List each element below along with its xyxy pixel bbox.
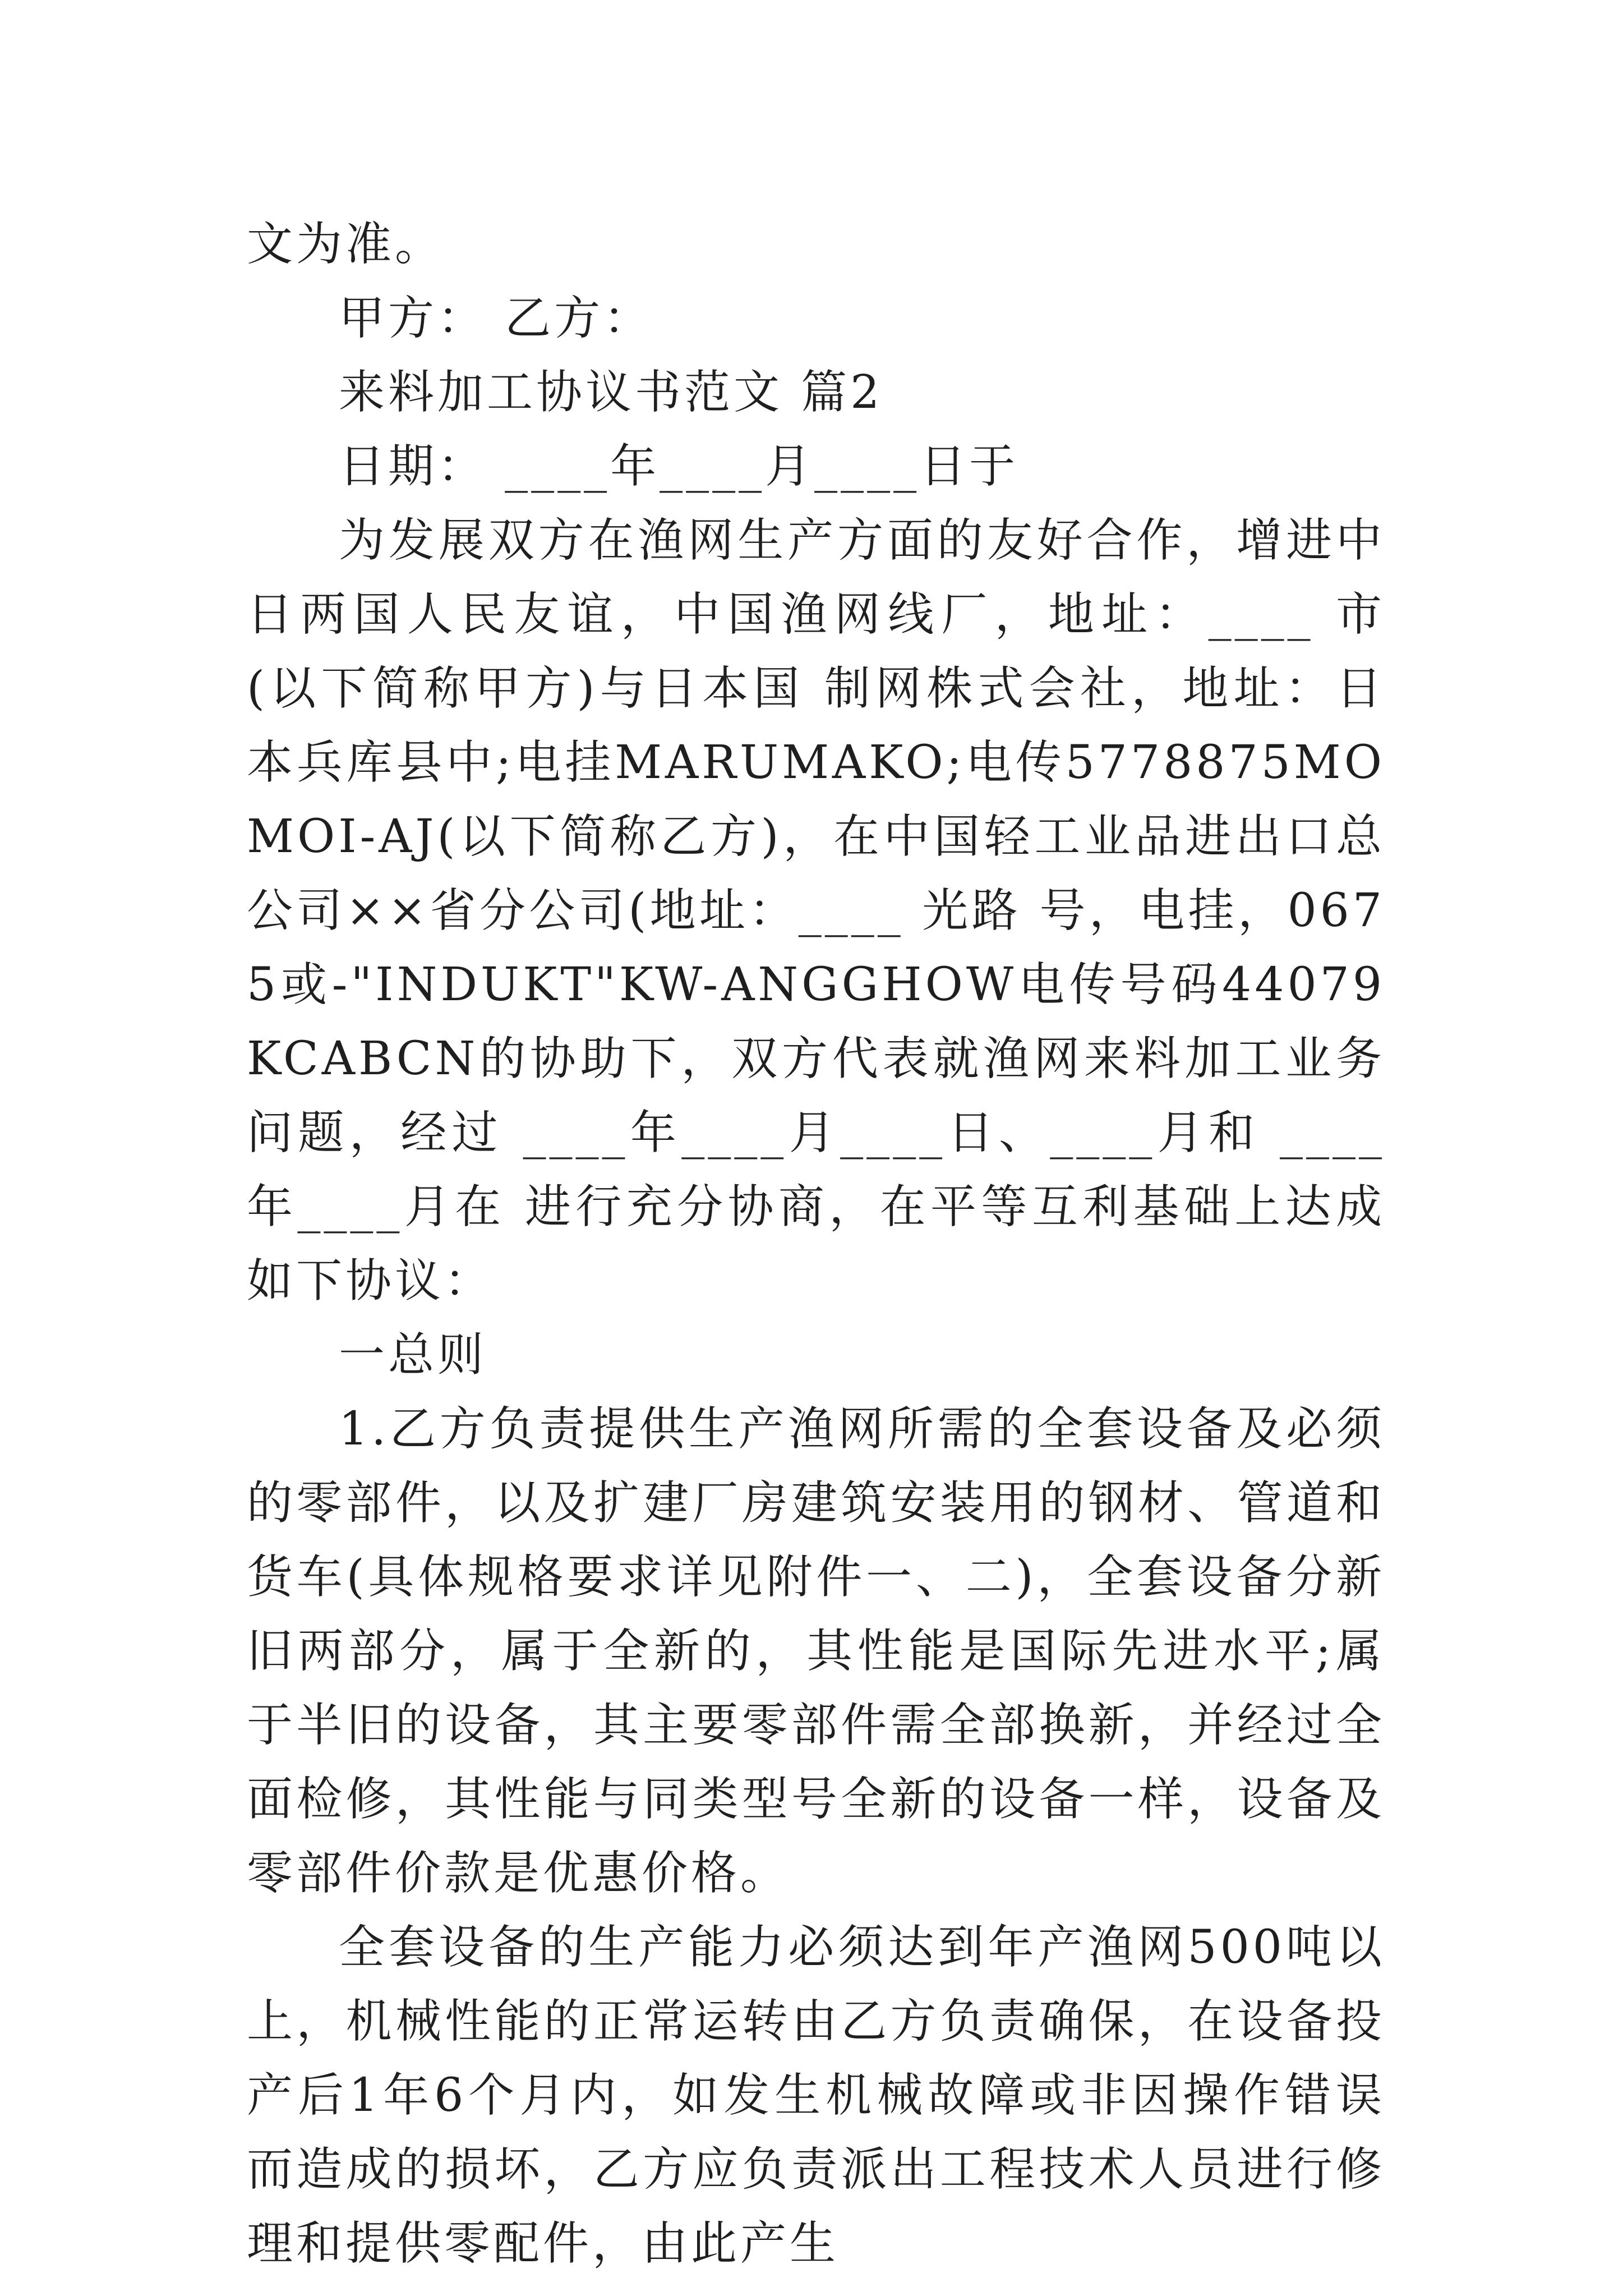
paragraph-date: 日期： ____年____月____日于 (339, 440, 1019, 493)
document-body (247, 208, 1385, 2281)
paragraph-continuation: 文为准。 (247, 218, 445, 271)
paragraph-capacity: 全套设备的生产能力必须达到年产渔网500吨以上，机械性能的正常运转由乙方负责确保，在设备投产后1年6个月内，如发生机械故障或非因操作错误而造成的损坏，乙方应负责派出工程技术人员进行修理和提供零配件，由此产生 (247, 1921, 1385, 2270)
paragraph-signatories: 甲方： 乙方： (339, 292, 653, 345)
paragraph-heading-general: 一总则 (339, 1328, 487, 1382)
paragraph-clause-1: 1.乙方负责提供生产渔网所需的全套设备及必须的零部件，以及扩建厂房建筑安装用的钢材、管道和货车(具体规格要求详见附件一、二)，全套设备分新旧两部分，属于全新的，其性能是国际先进水平;属于半旧的设备，其主要零部件需全部换新，并经过全面检修，其性能与同类型号全新的设备一样，设备及零部件价款是优惠价格。 (247, 1402, 1385, 1900)
paragraph-preamble: 为发展双方在渔网生产方面的友好合作，增进中日两国人民友谊，中国渔网线厂，地址：____ 市 (以下简称甲方)与日本国 制网株式会社，地址：日本兵库县中;电挂MARUMAKO;电传5778875MOMOI-AJ(以下简称乙方)，在中国轻工业品进出口总公司××省分公司(地址：____ 光路 号，电挂，0675或-"INDUKT"KW-ANGGHOW电传号码44079KCABCN的协助下，双方代表就渔网来料加工业务问题，经过 ____年____月____日、____月和 ____年____月在 进行充分协商，在平等互利基础上达成如下协议： (247, 514, 1385, 1308)
paragraph-section-title: 来料加工协议书范文 篇2 (339, 366, 883, 419)
